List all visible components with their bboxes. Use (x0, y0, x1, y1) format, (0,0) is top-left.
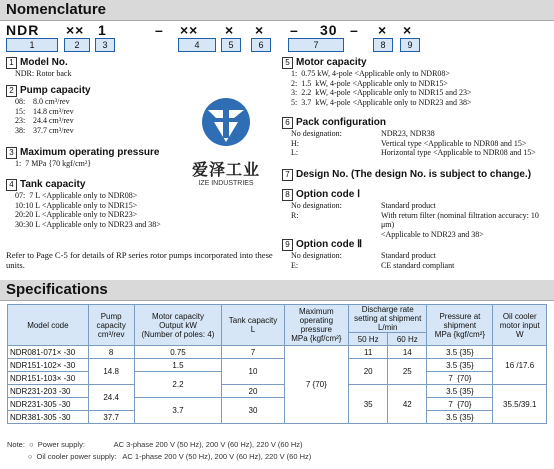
code-part: – (350, 22, 359, 38)
code-box: 3 (95, 38, 115, 52)
section-title: Model No. (20, 57, 68, 68)
section-number: 1 (6, 57, 17, 69)
table-row: NDR151-102× -30 14.8 1.5 10 20 25 3.5 {35} (8, 359, 547, 372)
model-no-section (6, 56, 266, 79)
section-number: 3 (6, 147, 17, 159)
list-item: <Applicable to NDR23 and 38> (381, 229, 484, 239)
col-header-max-pressure: Maximum operating pressure MPa {kgf/cm²} (284, 305, 349, 346)
code-part: NDR (6, 22, 40, 38)
section-number: 7 (282, 169, 293, 181)
list-item: 15: 14.8 cm³/rev (15, 106, 74, 116)
col-header-pump: Pump capacity cm³/rev (88, 305, 134, 346)
col-header-50hz: 50 Hz (349, 333, 388, 346)
section-number: 9 (282, 239, 293, 251)
nomenclature-title: Nomenclature (6, 1, 107, 18)
logo-mark-icon (186, 92, 266, 152)
table-row: NDR381-305 -30 37.7 3.5 {35} (8, 411, 547, 424)
specifications-bar (0, 280, 554, 301)
list-item: 23: 24.4 cm³/rev (15, 116, 74, 125)
section-number: 2 (6, 85, 17, 97)
nomenclature-bar (0, 0, 554, 21)
list-item: H: Vertical type <Applicable to NDR08 and 15> (291, 138, 527, 148)
section-number: 4 (6, 179, 17, 191)
logo-english-text: IZE INDUSTRIES (198, 180, 254, 187)
section-title: Pack configuration (296, 117, 387, 128)
max-pressure-section (6, 146, 196, 169)
list-item: 38: 37.7 cm³/rev (15, 125, 74, 135)
list-item: L: Horizontal type <Applicable to NDR08 and 15> (291, 148, 536, 157)
option-code-1-section (282, 188, 552, 239)
list-item: No designation: NDR23, NDR38 (291, 129, 435, 138)
col-header-cooler: Oil cooler motor input W (493, 305, 547, 346)
section-title: Motor capacity (296, 57, 367, 68)
oil-cooler-note: ○ Oil cooler power supply: AC 1-phase 200 V (50 Hz), 200 V (60 Hz), 220 V (60 Hz) (7, 452, 312, 461)
table-row: NDR081-071× -30 8 0.75 7 7 {70} 11 14 3.5 {35} 16 /17.6 (8, 346, 547, 359)
code-part: – (155, 22, 164, 38)
specifications-title: Specifications (6, 281, 108, 298)
list-item: 2: 1.5 kW, 4-pole <Applicable only to NDR15> (291, 78, 448, 88)
list-item: 3: 2.2 kW, 4-pole <Applicable only to NDR15 and 23> (291, 88, 472, 97)
power-supply-note: Note: ○ Power supply: AC 3-phase 200 V (50 Hz), 200 V (60 Hz), 220 V (60 Hz) (7, 440, 303, 449)
list-item: 10:10 L <Applicable only to NDR15> (15, 200, 138, 210)
list-item: 5: 3.7 kW, 4-pole <Applicable only to NDR23 and 38> (291, 97, 472, 107)
section-title: Option code Ⅰ (296, 189, 361, 200)
list-item: 07: 7 L <Applicable only to NDR08> (15, 191, 138, 200)
motor-capacity-section (282, 56, 552, 107)
code-box: 9 (400, 38, 420, 52)
table-row: NDR231-203 -30 24.4 20 35 42 3.5 {35} 35.5/39.1 (8, 385, 547, 398)
code-box: 8 (373, 38, 393, 52)
max-pressure-text: 1: 7 MPa {70 kgf/cm²} (15, 159, 92, 168)
col-header-discharge: Discharge rate setting at shipment L/min (349, 305, 427, 333)
section-number: 8 (282, 189, 293, 201)
code-box: 4 (178, 38, 216, 52)
section-title: Design No. (The design No. is subject to change.) (296, 169, 532, 180)
code-part: × (378, 22, 388, 38)
col-header-tank: Tank capacity L (222, 305, 284, 346)
code-box: 7 (288, 38, 344, 52)
code-box: 1 (6, 38, 58, 52)
section-title: Maximum operating pressure (20, 147, 160, 158)
code-part: × (255, 22, 265, 38)
reference-text: Refer to Page C-5 for details of RP series rotor pumps incorporated into these units. (6, 250, 273, 270)
code-part: ×× (66, 22, 85, 38)
code-part: ×× (180, 22, 199, 38)
section-title: Pump capacity (20, 85, 91, 96)
list-item: No designation: Standard product (291, 251, 436, 260)
code-box: 2 (64, 38, 90, 52)
option-code-2-section (282, 238, 552, 270)
col-header-motor: Motor capacity Output kW (Number of poles: 4) (134, 305, 222, 346)
list-item: No designation: Standard product (291, 201, 436, 210)
code-part: × (225, 22, 235, 38)
model-no-text: NDR: Rotor back (15, 69, 72, 78)
logo-chinese-text: 爱泽工业 (191, 160, 260, 179)
specifications-table (7, 304, 547, 424)
table-row: NDR151-103× -30 2.2 7 {70} (8, 372, 547, 385)
section-title: Option code Ⅱ (296, 239, 363, 250)
col-header-60hz: 60 Hz (388, 333, 427, 346)
code-part: – (290, 22, 299, 38)
section-number: 6 (282, 117, 293, 129)
list-item: R: With return filter (nominal filtration accuracy: 10 μm) (291, 210, 539, 229)
table-row: NDR231-305 -30 3.7 30 7 {70} (8, 398, 547, 411)
list-item: E: CE standard compliant (291, 260, 455, 270)
pump-capacity-section (6, 84, 186, 135)
section-number: 5 (282, 57, 293, 69)
max-pressure-cell: 7 {70} (284, 346, 349, 424)
list-item: 08: 8.0 cm³/rev (15, 97, 70, 106)
list-item: 1: 0.75 kW, 4-pole <Applicable only to NDR08> (291, 69, 450, 78)
code-part: 30 (320, 22, 338, 38)
list-item: 30:30 L <Applicable only to NDR23 and 38> (15, 219, 161, 229)
code-part: 1 (98, 22, 107, 38)
list-item: 20:20 L <Applicable only to NDR23> (15, 210, 138, 219)
pack-config-section (282, 116, 552, 158)
col-header-ship-pressure: Pressure at shipment MPa {kgf/cm²} (427, 305, 493, 346)
design-no-section (282, 168, 552, 181)
code-box: 5 (221, 38, 241, 52)
company-logo (186, 92, 266, 187)
col-header-model: Model code (8, 305, 89, 346)
code-box: 6 (251, 38, 271, 52)
section-title: Tank capacity (20, 179, 86, 190)
code-part: × (403, 22, 413, 38)
